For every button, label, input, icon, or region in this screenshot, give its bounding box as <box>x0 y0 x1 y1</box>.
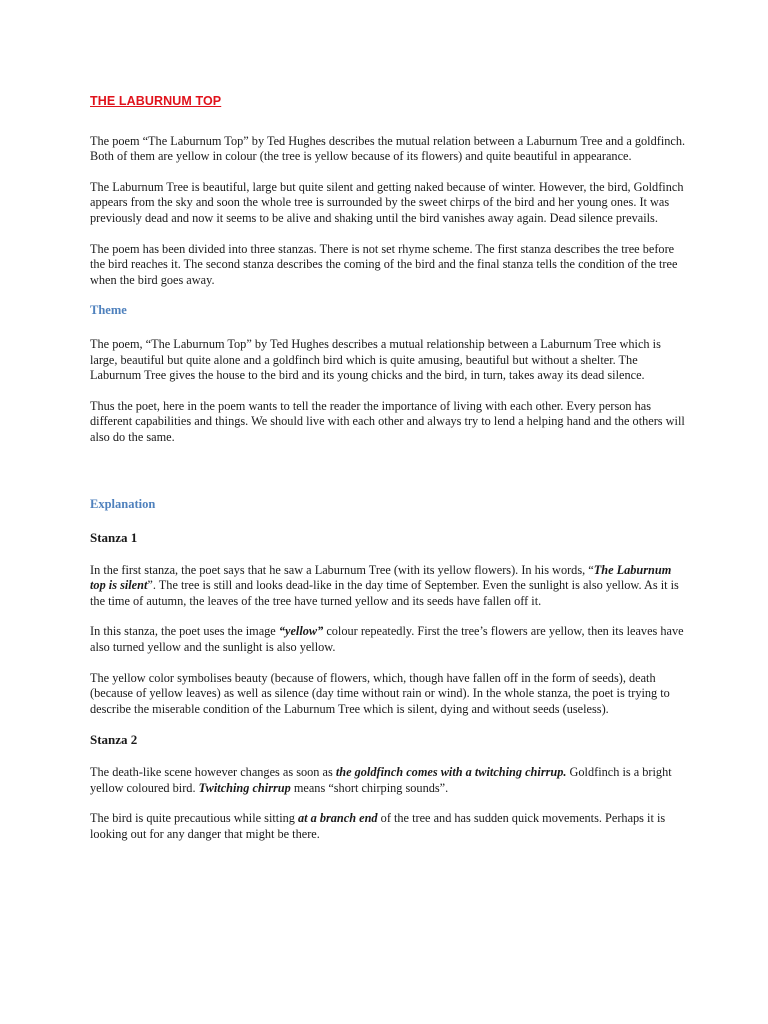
theme-heading: Theme <box>90 303 127 318</box>
document-title: THE LABURNUM TOP <box>90 94 222 108</box>
text-run: Goldfinch is a bright yellow coloured bird. <box>90 765 672 795</box>
explanation-heading: Explanation <box>90 496 156 511</box>
emphasis-quote: The Laburnum top is silent <box>90 562 672 593</box>
stanza1-paragraph <box>90 624 690 655</box>
theme-paragraph: The poem, “The Laburnum Top” by Ted Hughes describes a mutual relationship between a Laburnum Tree which is large, beautiful but quite alone and a goldfinch bird which is quite amusing, beautiful but without a shelter. The Laburnum Tree gives the house to the bird and its young chicks and the bird, in turn, takes away its dead silence. <box>90 336 661 383</box>
intro-paragraph: The Laburnum Tree is beautiful, large but quite silent and getting naked because of winter. However, the bird, Goldfinch appears from the sky and soon the whole tree is surrounded by the sweet chirps of the bird and her young ones. It was previously dead and now it seems to be alive and shaking until the bird vanishes away again. Dead silence prevails. <box>90 179 684 225</box>
emphasis-branch-end: at a branch end <box>297 811 378 826</box>
emphasis-goldfinch: the goldfinch comes with a twitching chirrup. <box>335 765 567 780</box>
text-run: of the tree and has sudden quick movements. Perhaps it is looking out for any danger that might be there. <box>90 811 666 841</box>
emphasis-yellow: “yellow” <box>278 624 324 639</box>
text-run: The bird is quite precautious while sitting <box>90 811 298 826</box>
stanza2-heading: Stanza 2 <box>90 732 138 748</box>
emphasis-twitching-chirrup: Twitching chirrup <box>198 780 291 795</box>
text-run: In the first stanza, the poet says that he saw a Laburnum Tree (with its yellow flowers). In his words, “ <box>90 562 594 577</box>
intro-paragraph: The poem has been divided into three stanzas. There is not set rhyme scheme. The first stanza describes the tree before the bird reaches it. The second stanza describes the coming of the bird and the final stanza tells the condition of the tree when the bird goes away. <box>90 241 678 287</box>
text-run: The death-like scene however changes as soon as <box>90 765 336 780</box>
text-run: ”. The tree is still and looks dead-like in the day time of September. Even the sunlight is also yellow. As it is the time of autumn, the leaves of the tree have turned yellow and its seeds have fallen off it. <box>90 578 679 608</box>
stanza2-paragraph <box>90 811 690 842</box>
stanza1-heading: Stanza 1 <box>90 530 138 546</box>
theme-paragraph: Thus the poet, here in the poem wants to tell the reader the importance of living with each other. Every person has different capabilities and things. We should live with each other and always try to lend a helping hand and the others will also do the same. <box>90 398 685 444</box>
stanza1-paragraph: The yellow color symbolises beauty (because of flowers, which, though have fallen off in the form of seeds), death (because of yellow leaves) as well as silence (day time without rain or wind). In the whole stanza, the poet is trying to describe the miserable condition of the Laburnum Tree which is silent, dying and without seeds (useless). <box>90 670 670 716</box>
text-run: In this stanza, the poet uses the image <box>90 624 279 639</box>
text-run: means “short chirping sounds”. <box>290 780 449 795</box>
intro-paragraph: The poem “The Laburnum Top” by Ted Hughes describes the mutual relation between a Laburnum Tree and a goldfinch. Both of them are yellow in colour (the tree is yellow because of its flowers) and quite beautiful in appearance. <box>90 133 686 164</box>
stanza2-paragraph <box>90 765 690 796</box>
text-run: colour repeatedly. First the tree’s flowers are yellow, then its leaves have also turned yellow and the sunlight is also yellow. <box>90 624 684 655</box>
section-spacer <box>90 461 690 497</box>
stanza1-paragraph <box>90 563 690 610</box>
document-page <box>90 94 690 857</box>
